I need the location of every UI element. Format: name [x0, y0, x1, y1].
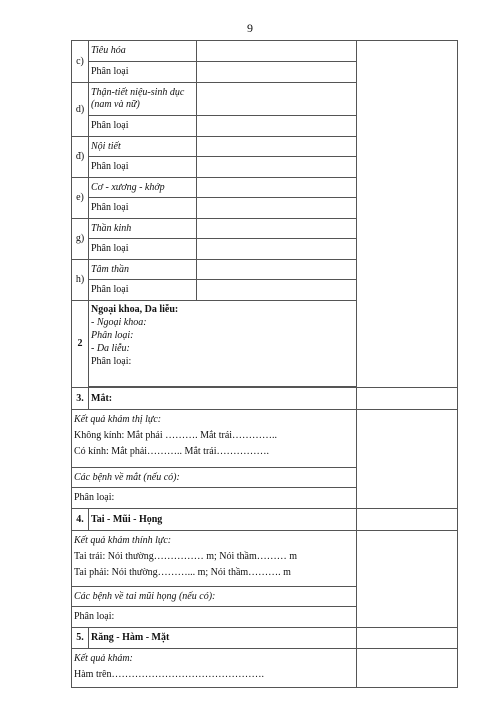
section-title-surgery-dermatology: Ngoại khoa, Da liễu:	[91, 304, 179, 315]
exam-result-cell[interactable]	[197, 41, 357, 62]
item-label-g: g)	[72, 219, 89, 260]
eye-exam-results	[72, 410, 357, 468]
dermatology-label: - Da liễu:	[91, 343, 130, 354]
organ-name-digestive: Tiêu hóa	[89, 41, 197, 62]
page-number: 9	[247, 21, 253, 35]
hearing-exam-results	[72, 531, 357, 587]
organ-name-psychiatry: Tâm thần	[89, 260, 197, 280]
classification-cell[interactable]	[197, 280, 357, 301]
signature-cell[interactable]	[357, 410, 458, 509]
signature-cell[interactable]	[357, 388, 458, 410]
classification-label: Phân loại:	[91, 356, 132, 367]
organ-name-musculoskeletal: Cơ - xương - khớp	[89, 178, 197, 198]
item-label-c: c)	[72, 41, 89, 83]
item-label-e: e)	[72, 178, 89, 219]
classification-cell[interactable]	[197, 239, 357, 260]
dental-result-label: Kết quả khám:	[74, 653, 133, 664]
exam-result-cell[interactable]	[197, 178, 357, 198]
classification-cell[interactable]	[197, 116, 357, 137]
section-title-dental: Răng - Hàm - Mặt	[89, 628, 357, 649]
section-number-2: 2	[72, 301, 89, 388]
classification-label: Phân loại	[89, 198, 197, 219]
classification-label: Phân loại	[89, 62, 197, 83]
dental-exam-results	[72, 649, 357, 688]
surgery-label: - Ngoại khoa:	[91, 317, 147, 328]
exam-result-cell[interactable]	[197, 137, 357, 157]
section-number-4: 4.	[72, 509, 89, 531]
dental-upper-jaw[interactable]: Hàm trên……………………………………….	[74, 669, 264, 680]
hearing-left-ear[interactable]: Tai trái: Nói thường…………… m; Nói thầm……… m	[74, 551, 298, 562]
organ-name-endocrine: Nội tiết	[89, 137, 197, 157]
item-label-d: d)	[72, 83, 89, 137]
section-title-eyes: Mắt:	[89, 388, 357, 410]
eye-classification-label[interactable]: Phân loại:	[72, 488, 357, 509]
vision-with-glasses[interactable]: Có kính: Mắt phải……….. Mắt trái…………….	[74, 446, 269, 457]
item-label-h: h)	[72, 260, 89, 301]
signature-cell[interactable]	[357, 41, 458, 388]
exam-result-cell[interactable]	[197, 219, 357, 239]
section-number-3: 3.	[72, 388, 89, 410]
section-title-ent: Tai - Mũi - Họng	[89, 509, 357, 531]
organ-name-neurology: Thần kinh	[89, 219, 197, 239]
signature-cell[interactable]	[357, 649, 458, 688]
hearing-right-ear[interactable]: Tai phải: Nói thường………... m; Nói thầm………. m	[74, 567, 291, 578]
vision-no-glasses[interactable]: Không kính: Mắt phải ………. Mắt trái…………..	[74, 430, 278, 441]
eye-diseases-label[interactable]: Các bệnh về mắt (nếu có):	[72, 468, 357, 488]
classification-label: Phân loại	[89, 239, 197, 260]
exam-result-cell[interactable]	[197, 260, 357, 280]
classification-label: Phân loại	[89, 116, 197, 137]
ent-diseases-label[interactable]: Các bệnh về tai mũi họng (nếu có):	[72, 587, 357, 607]
classification-cell[interactable]	[197, 62, 357, 83]
classification-cell[interactable]	[197, 198, 357, 219]
signature-cell[interactable]	[357, 628, 458, 649]
classification-label: Phân loại:	[91, 330, 134, 341]
hearing-result-label: Kết quả khám thính lực:	[74, 535, 172, 546]
classification-label: Phân loại	[89, 280, 197, 301]
signature-cell[interactable]	[357, 531, 458, 628]
ent-classification-label[interactable]: Phân loại:	[72, 607, 357, 628]
section-number-5: 5.	[72, 628, 89, 649]
signature-cell[interactable]	[357, 509, 458, 531]
item-label-dd: đ)	[72, 137, 89, 178]
medical-exam-form	[71, 40, 458, 688]
classification-cell[interactable]	[197, 157, 357, 178]
classification-label: Phân loại	[89, 157, 197, 178]
vision-result-label: Kết quả khám thị lực:	[74, 414, 162, 425]
exam-result-cell[interactable]	[197, 83, 357, 116]
organ-name-urogenital: Thận-tiết niệu-sinh dục (nam và nữ)	[89, 83, 197, 116]
surgery-dermatology-cell	[89, 301, 357, 387]
